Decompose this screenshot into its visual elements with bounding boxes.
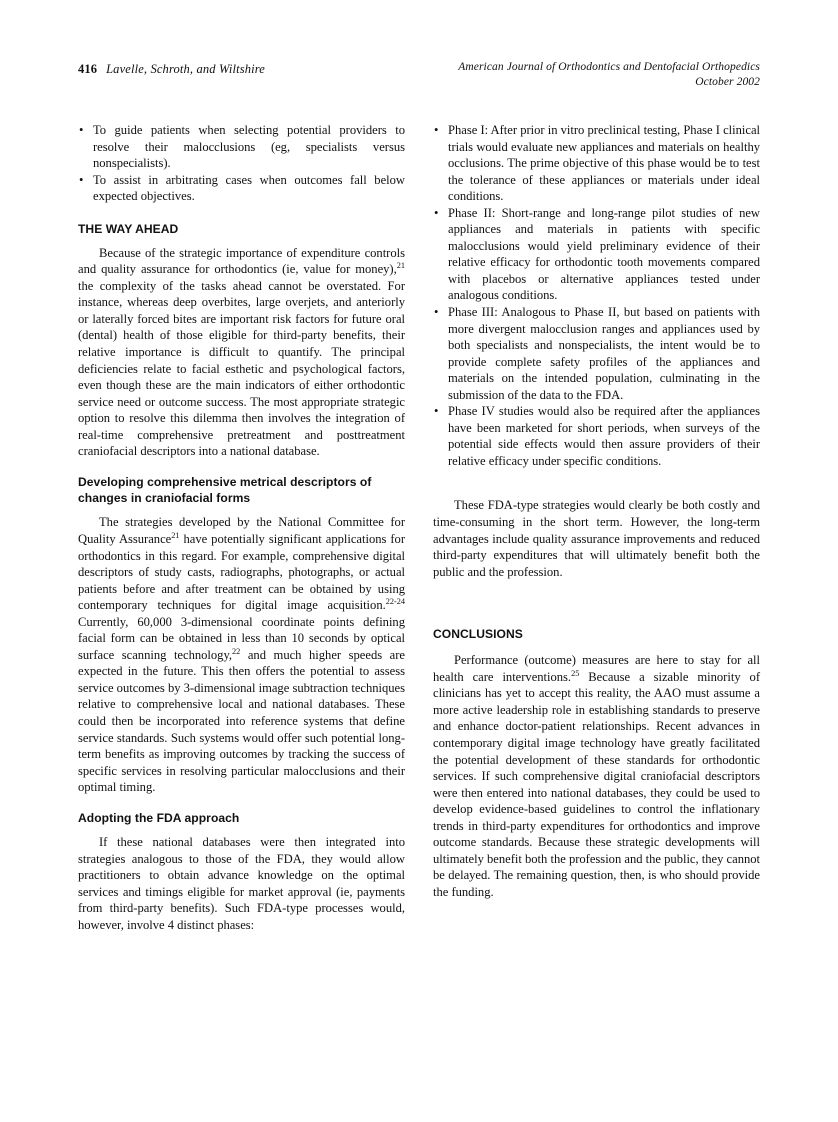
author-list: Lavelle, Schroth, and Wiltshire: [106, 62, 265, 76]
spacer: [433, 642, 760, 652]
spacer: [433, 469, 760, 497]
paragraph-text: have potentially significant applications for orthodontics in this regard. For example, comprehensive digital descriptors of study casts, radiographs, photographs, or actual patients before and after treatment can be obtained by using contemporary techniques for digital image acquisition.: [78, 531, 406, 613]
citation-ref: 25: [571, 668, 580, 678]
journal-title: American Journal of Orthodontics and Dentofacial Orthopedics: [458, 61, 760, 73]
spacer: [78, 826, 405, 834]
left-column: [78, 122, 405, 933]
paragraph-way-ahead: [78, 245, 405, 460]
citation-ref: 21: [396, 261, 405, 271]
subheading-fda-approach: Adopting the FDA approach: [78, 810, 240, 825]
paragraph-conclusions: [433, 652, 760, 900]
paragraph-text: Performance (outcome) measures are here to stay for all health care interventions.: [433, 653, 760, 684]
list-item: • Phase II: Short-range and long-range pilot studies of new appliances and materials in patients with specific malocclusions would yield preliminary evidence of their relative efficacy for orthodontic tooth movements compared with placebos or alternative appliances tested under analogous conditions.: [433, 205, 760, 304]
spacer: [78, 460, 405, 474]
paragraph-text: the complexity of the tasks ahead cannot be overstated. For instance, whereas deep overbites, large overjets, and anteriorly or laterally forced bites are important risk factors for future oral (dental) health of those eligible for third-party benefits, their relative importance is difficult to quantify. The principal deficiencies relate to facial esthetic and psychological factors, even though these are the main indicators of either orthodontic service need or outcome success. The most appropriate strategic option to resolve this dilemma then involves the integration of real-time comprehensive pretreatment and posttreatment craniofacial descriptors into a national database.: [78, 278, 405, 459]
paragraph-metrical-descriptors: [78, 514, 405, 795]
list-item: • To assist in arbitrating cases when outcomes fall below expected objectives.: [78, 172, 405, 205]
citation-ref: 21: [171, 530, 180, 540]
list-item: • Phase I: After prior in vitro preclinical testing, Phase I clinical trials would evaluate new appliances and materials on healthy occlusions. The prime objective of this phase would be to test the tolerance of these appliances or materials under ideal conditions.: [433, 122, 760, 205]
paragraph-fda-strategies: These FDA-type strategies would clearly be both costly and time-consuming in the short term. However, the long-term advantages include quality assurance improvements and reduced third-party expenditures that will ultimately benefit both the public and the profession.: [433, 498, 760, 579]
phase-bullet-list: [433, 122, 760, 469]
citation-ref: 22: [232, 646, 241, 656]
paragraph-text: Currently, 60,000 3-dimensional coordinate points defining facial form can be obtained in less than 10 seconds by optical surface scanning technology,: [78, 614, 405, 662]
page-number: 416: [78, 62, 98, 76]
section-heading-the-way-ahead: THE WAY AHEAD: [78, 221, 179, 236]
spacer: [433, 580, 760, 626]
spacer: [78, 237, 405, 245]
issue-date: October 2002: [695, 76, 760, 88]
objectives-bullet-list: [78, 122, 405, 205]
running-head-left: [78, 60, 265, 78]
paragraph-text: and much higher speeds are expected in the future. This then offers the potential to assess service outcomes by 3-dimensional image subtraction techniques relative to comprehensive local and national databases. These could then be incorporated into reference systems that define service standards. Such systems would offer such potential long-term benefits as improving outcomes by tracking the success of specific services in resolving particular malocclusions and their optimal timing.: [78, 647, 405, 795]
list-item: • Phase III: Analogous to Phase II, but based on patients with more divergent malocclusion ranges and appliances used by both specialists and nonspecialists, the intent would be to provide complete safety profiles of the appliances and materials on the intended population, culminating in the submission of the data to the FDA.: [433, 304, 760, 403]
spacer: [78, 205, 405, 221]
citation-ref: 22-24: [385, 596, 405, 606]
paragraph-text: The strategies developed by the National Committee for Quality Assurance: [78, 515, 405, 546]
running-head-right: [458, 60, 760, 90]
paragraph-fda-approach: If these national databases were then integrated into strategies analogous to those of the FDA, they would allow practitioners to obtain advance knowledge on the optimal services and timings eligible for market approval (ie, payments from third-party benefits). Such FDA-type processes would, however, involve 4 distinct phases:: [78, 835, 405, 932]
right-column: [433, 122, 760, 933]
body-columns: [78, 122, 760, 933]
list-item: • To guide patients when selecting potential providers to resolve their malocclusions (eg, specialists versus nonspecialists).: [78, 122, 405, 172]
running-head: [78, 60, 760, 102]
list-item: • Phase IV studies would also be required after the appliances have been marketed for short periods, when surveys of the potential side effects would then assure providers of their relative efficacy under specific conditions.: [433, 403, 760, 469]
paragraph-text: Because of the strategic importance of expenditure controls and quality assurance for orthodontics (ie, value for money),: [78, 245, 405, 277]
spacer: [78, 506, 405, 514]
paragraph-text: Because a sizable minority of clinicians has yet to accept this reality, the AAO must assume a more active leadership role in establishing standards to preserve and enhance doctor-patient relationships. Recent advances in contemporary digital image technology have greatly facilitated the potential development of these standards for orthodontic services. If such comprehensive digital craniofacial descriptors were then entered into national databases, they could be used to develop evidence-based guidelines to control the inflationary trends in third-party expenditures for orthodontics and improve outcome standards. Because these strategic developments will ultimately benefit both the profession and the public, they cannot be delayed. The remaining question, then, is who should provide the funding.: [433, 669, 760, 899]
section-heading-conclusions: CONCLUSIONS: [433, 627, 523, 642]
spacer: [78, 796, 405, 810]
subheading-metrical-descriptors: Developing comprehensive metrical descriptors of changes in craniofacial forms: [78, 474, 372, 506]
